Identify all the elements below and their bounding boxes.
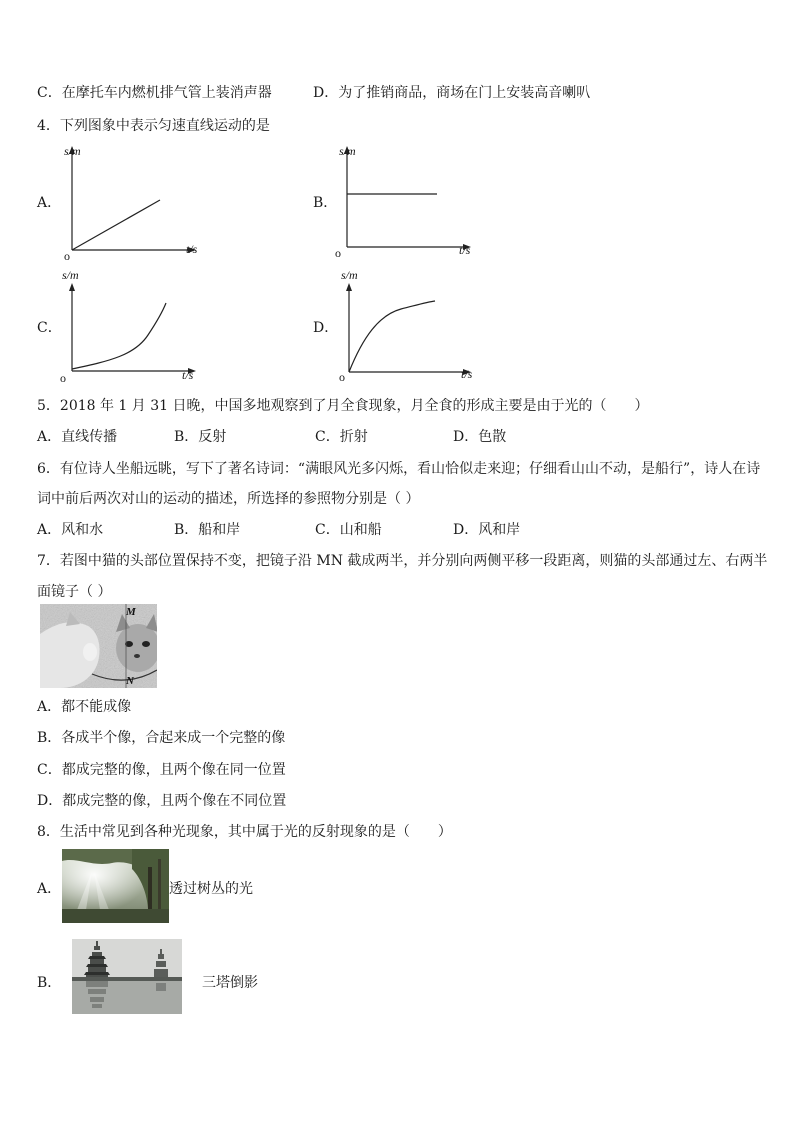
q4-graph-d-curve — [349, 301, 435, 372]
q4-graph-b-label: B． — [313, 195, 338, 211]
q4-graph-a-origin: o — [64, 249, 70, 263]
cat-mirror-photo — [40, 604, 157, 688]
q4-graph-c-ylabel: s/m — [62, 268, 79, 282]
q6-stem-line1: 6．有位诗人坐船远眺，写下了著名诗词：“满眼风光多闪烁，看山恰似走来迎；仔细看山山不动，是船行”，诗人在诗 — [37, 461, 761, 477]
q8-stem: 8．生活中常见到各种光现象，其中属于光的反射现象的是（ ） — [37, 824, 452, 840]
q4-graph-d — [335, 265, 485, 390]
q4-graph-c — [60, 265, 210, 390]
q7-option-d: D．都成完整的像，且两个像在不同位置 — [37, 793, 287, 809]
q4-graph-c-xlabel: t/s — [182, 368, 194, 382]
q4-graph-c-curve — [72, 303, 166, 369]
q4-graph-d-xlabel: t/s — [461, 367, 473, 381]
q4-graph-d-origin: o — [339, 370, 345, 384]
q4-graph-a-label: A． — [37, 195, 62, 211]
q5-option-b: B．反射 — [174, 429, 227, 445]
q7-option-a: A．都不能成像 — [37, 699, 132, 715]
q4-graph-b-xlabel: t/s — [459, 243, 471, 257]
q4-graph-a-xlabel: t/s — [186, 242, 198, 256]
q8-option-a-label: A． — [37, 881, 62, 897]
mirror-label-n: N — [126, 675, 134, 687]
three-pagodas-photo — [72, 939, 182, 1014]
q4-graph-b-origin: o — [335, 246, 341, 260]
q5-option-a: A．直线传播 — [37, 429, 118, 445]
q7-option-b: B．各成半个像，合起来成一个完整的像 — [37, 730, 286, 746]
q4-graph-a-ylabel: s/m — [64, 144, 81, 158]
q5-stem: 5．2018 年 1 月 31 日晚，中国多地观察到了月全食现象，月全食的形成主要是由于光的（ ） — [37, 398, 649, 414]
q6-stem-line2: 词中前后两次对山的运动的描述，所选择的参照物分别是（ ） — [37, 491, 420, 507]
q7-stem-line1: 7．若图中猫的头部位置保持不变，把镜子沿 MN 截成两半，并分别向两侧平移一段距离，则猫的头部通过左、右两半 — [37, 553, 768, 569]
q3-option-d: D．为了推销商品，商场在门上安装高音喇叭 — [313, 85, 591, 101]
q4-graph-a-line — [72, 200, 160, 250]
q6-option-a: A．风和水 — [37, 522, 104, 538]
q5-option-d: D．色散 — [453, 429, 507, 445]
q6-option-b: B．船和岸 — [174, 522, 241, 538]
q5-option-c: C．折射 — [315, 429, 368, 445]
q8-option-b-label: B． — [37, 975, 62, 991]
q4-graph-d-label: D． — [313, 320, 339, 336]
q4-graph-d-ylabel: s/m — [341, 268, 358, 282]
q4-graph-a — [60, 140, 210, 265]
q4-graph-c-origin: o — [60, 371, 66, 385]
q6-option-d: D．风和岸 — [453, 522, 521, 538]
q3-option-c: C．在摩托车内燃机排气管上装消声器 — [37, 85, 272, 101]
mirror-label-m: M — [126, 606, 136, 618]
q7-stem-line2: 面镜子（ ） — [37, 584, 112, 600]
q8-option-b-caption: 三塔倒影 — [202, 975, 258, 991]
q7-option-c: C．都成完整的像，且两个像在同一位置 — [37, 762, 286, 778]
forest-light-photo — [62, 849, 169, 923]
q6-option-c: C．山和船 — [315, 522, 382, 538]
q8-option-a-caption: 透过树丛的光 — [169, 881, 253, 897]
q4-stem: 4．下列图象中表示匀速直线运动的是 — [37, 118, 270, 134]
q4-graph-c-label: C． — [37, 320, 62, 336]
q4-graph-b — [335, 140, 485, 265]
q4-graph-b-ylabel: s/m — [339, 144, 356, 158]
